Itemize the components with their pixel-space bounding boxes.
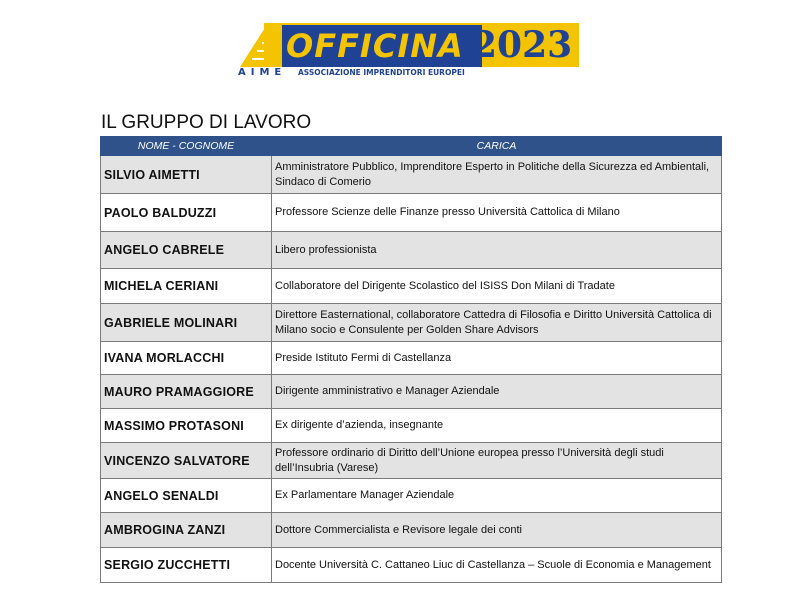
member-name: MASSIMO PROTASONI bbox=[101, 409, 272, 443]
table-row bbox=[101, 232, 722, 269]
table-header-row bbox=[101, 137, 722, 156]
member-name: MICHELA CERIANI bbox=[101, 269, 272, 304]
member-name: PAOLO BALDUZZI bbox=[101, 194, 272, 232]
team-table bbox=[100, 136, 722, 583]
member-role: Preside Istituto Fermi di Castellanza bbox=[272, 342, 722, 375]
member-role: Amministratore Pubblico, Imprenditore Esperto in Politiche della Sicurezza ed Ambientali, Sindaco di Comerio bbox=[272, 156, 722, 194]
header-name: NOME - COGNOME bbox=[101, 137, 272, 156]
table-row bbox=[101, 513, 722, 548]
table-row bbox=[101, 409, 722, 443]
section-title: IL GRUPPO DI LAVORO bbox=[101, 112, 312, 133]
member-name: MAURO PRAMAGGIORE bbox=[101, 375, 272, 409]
member-role: Ex dirigente d’azienda, insegnante bbox=[272, 409, 722, 443]
member-role: Dirigente amministrativo e Manager Aziendale bbox=[272, 375, 722, 409]
logo-tagline: ASSOCIAZIONE IMPRENDITORI EUROPEI bbox=[298, 68, 465, 77]
table-row bbox=[101, 269, 722, 304]
logo-acronym: AIME bbox=[238, 67, 287, 78]
table-row bbox=[101, 156, 722, 194]
table-row bbox=[101, 342, 722, 375]
table-row bbox=[101, 479, 722, 513]
table-row bbox=[101, 443, 722, 479]
table-row bbox=[101, 304, 722, 342]
member-name: ANGELO CABRELE bbox=[101, 232, 272, 269]
header-role: CARICA bbox=[272, 137, 722, 156]
officina-2023-logo bbox=[238, 21, 579, 79]
member-role: Direttore Easternational, collaboratore Cattedra di Filosofia e Diritto Università Cattolica di Milano socio e Consulente per Golden Share Advisors bbox=[272, 304, 722, 342]
member-name: SERGIO ZUCCHETTI bbox=[101, 548, 272, 583]
logo-word: OFFICINA bbox=[286, 27, 464, 65]
member-role: Docente Università C. Cattaneo Liuc di Castellanza – Scuole di Economia e Management bbox=[272, 548, 722, 583]
member-role: Libero professionista bbox=[272, 232, 722, 269]
table-row bbox=[101, 194, 722, 232]
member-name: SILVIO AIMETTI bbox=[101, 156, 272, 194]
member-name: IVANA MORLACCHI bbox=[101, 342, 272, 375]
member-role: Dottore Commercialista e Revisore legale dei conti bbox=[272, 513, 722, 548]
member-name: GABRIELE MOLINARI bbox=[101, 304, 272, 342]
member-role: Ex Parlamentare Manager Aziendale bbox=[272, 479, 722, 513]
member-name: AMBROGINA ZANZI bbox=[101, 513, 272, 548]
member-name: VINCENZO SALVATORE bbox=[101, 443, 272, 479]
member-role: Professore ordinario di Diritto dell’Unione europea presso l’Università degli studi dell’Insubria (Varese) bbox=[272, 443, 722, 479]
member-name: ANGELO SENALDI bbox=[101, 479, 272, 513]
table-row bbox=[101, 375, 722, 409]
member-role: Professore Scienze delle Finanze presso Università Cattolica di Milano bbox=[272, 194, 722, 232]
member-role: Collaboratore del Dirigente Scolastico del ISISS Don Milani di Tradate bbox=[272, 269, 722, 304]
logo-year: 2023 bbox=[472, 24, 573, 66]
table-row bbox=[101, 548, 722, 583]
